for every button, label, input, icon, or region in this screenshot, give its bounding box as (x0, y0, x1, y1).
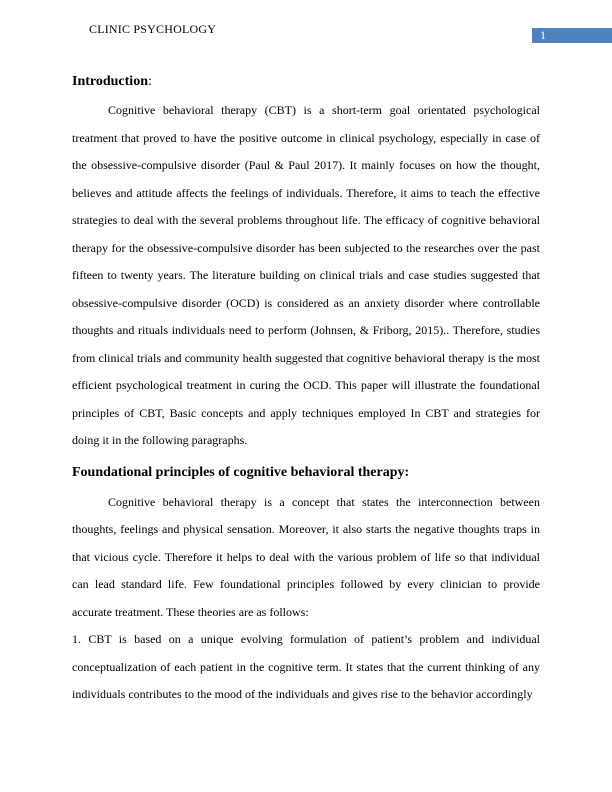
introduction-paragraph: Cognitive behavioral therapy (CBT) is a short-term goal orientated psychological treatment that proved to have the positive outcome in clinical psychology, especially in case of the obsessive-compulsive disorder (Paul & Paul 2017). It mainly focuses on how the thought, believes and attitude affects the feelings of individuals. Therefore, it aims to teach the effective strategies to deal with the several problems throughout life. The efficacy of cognitive behavioral therapy for the obsessive-compulsive disorder has been subjected to the researches over the past fifteen to twenty years. The literature building on clinical trials and case studies suggested that obsessive-compulsive disorder (OCD) is considered as an anxiety disorder where controllable thoughts and rituals individuals need to perform (Johnsen, & Friborg, 2015).. Therefore, studies from clinical trials and community health suggested that cognitive behavioral therapy is the most efficient psychological treatment in curing the OCD. This paper will illustrate the foundational principles of CBT, Basic concepts and apply techniques employed In CBT and strategies for doing it in the following paragraphs. (72, 103, 540, 447)
foundational-principles-paragraph: Cognitive behavioral therapy is a concept that states the interconnection between thoughts, feelings and physical sensation. Moreover, it also starts the negative thoughts traps in that vicious cycle. Therefore it helps to deal with the various problem of life so that individual can lead standard life. Few foundational principles followed by every clinician to provide accurate treatment. These theories are as follows: (72, 494, 540, 619)
introduction-heading-colon: : (147, 74, 152, 89)
introduction-heading (72, 72, 540, 92)
foundational-principles-heading: Foundational principles of cognitive behavioral therapy: (72, 464, 410, 480)
running-head: CLINIC PSYCHOLOGY (89, 22, 217, 36)
principle-item-1: 1. CBT is based on a unique evolving formulation of patient’s problem and individual conceptualization of each patient in the cognitive term. It states that the current thinking of any individuals contributes to the mood of the individuals and gives rise to the behavior accordingly (72, 632, 540, 701)
introduction-heading-text: Introduction (72, 74, 148, 89)
page-number: 1 (532, 28, 612, 43)
document-body (72, 70, 540, 709)
